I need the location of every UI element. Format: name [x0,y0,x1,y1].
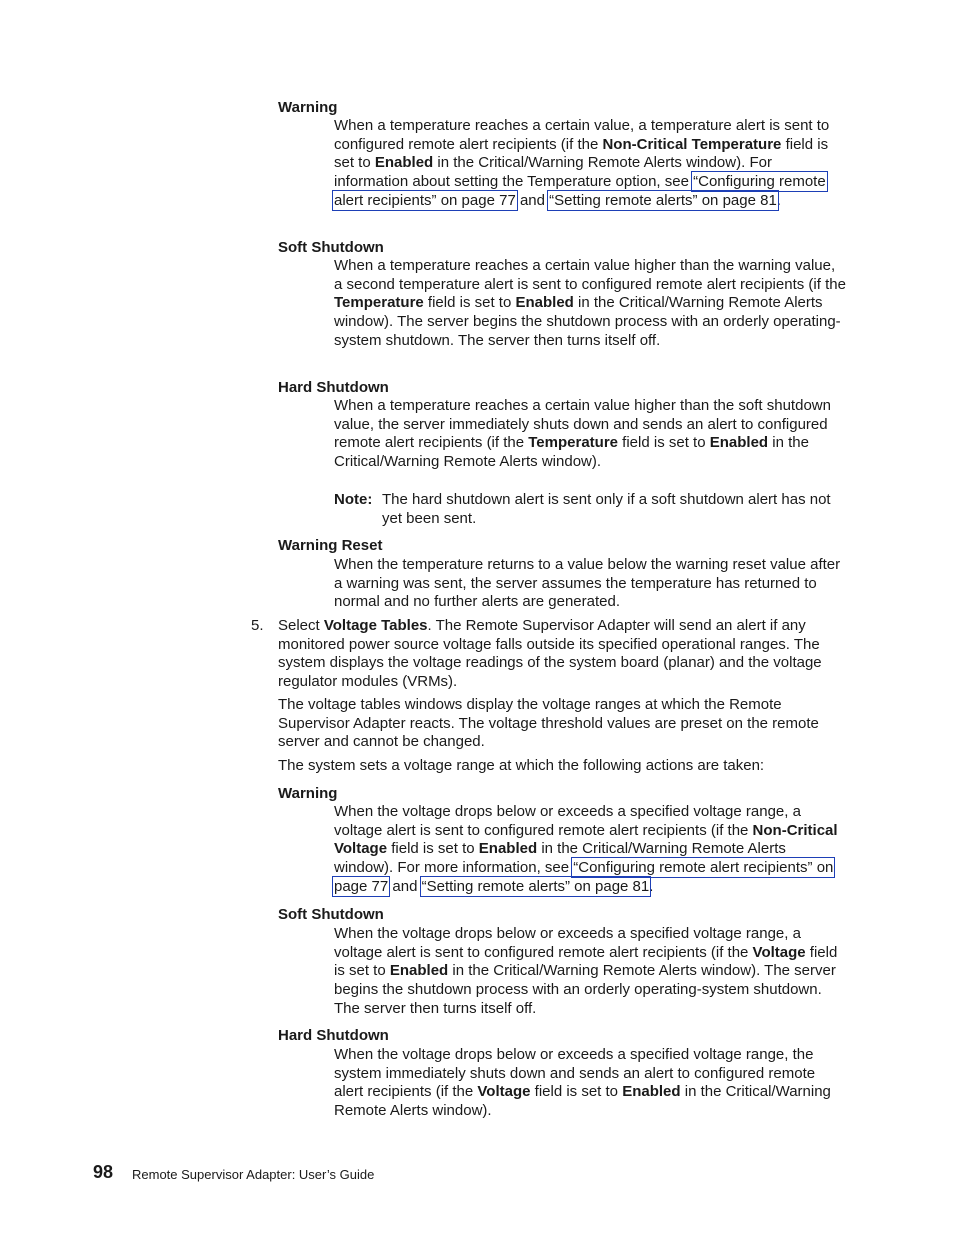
temp-warning-definition: When a temperature reaches a certain value, a temperature alert is sent to configured remote alert recipients (if the Non-Critical Temperature field is set to Enabled in the Critical/Warning Remote Alerts window). For information about setting the Temperature option, see “Configuring remote alert recipients” on page 77 and “Setting remote alerts” on page 81. [334,117,830,209]
temp-warning-term: Warning [278,99,338,116]
page-number: 98 [93,1162,114,1182]
step-number: 5. [251,617,264,634]
volt-soft-shutdown-term: Soft Shutdown [278,906,384,923]
note-text: The hard shutdown alert is sent only if a soft shutdown alert has not yet been sent. [382,491,831,527]
temp-warning-reset-definition: When the temperature returns to a value below the warning reset value after a warning was sent, the server assumes the temperature has returned to normal and no further alerts are generated. [334,556,841,611]
temp-soft-shutdown-term: Soft Shutdown [278,239,384,256]
volt-warning-term: Warning [278,785,338,802]
link-configuring-remote-alert-recipients[interactable]: “Configuring remote alert recipients” on page 77 [334,173,826,209]
link-setting-remote-alerts[interactable]: “Setting remote alerts” on page 81 [549,191,777,209]
running-footer-title: Remote Supervisor Adapter: User’s Guide [132,1167,375,1182]
volt-hard-shutdown-term: Hard Shutdown [278,1027,389,1044]
temp-hard-shutdown-term: Hard Shutdown [278,379,389,396]
link-setting-remote-alerts[interactable]: “Setting remote alerts” on page 81 [421,877,650,895]
temp-hard-shutdown-definition: When a temperature reaches a certain value higher than the soft shutdown value, the server immediately shuts down and sends an alert to configured remote alert recipients (if the Temperature field is set to Enabled in the Critical/Warning Remote Alerts window). [334,397,831,471]
note-label: Note: [334,491,373,508]
volt-warning-definition: When the voltage drops below or exceeds a specified voltage range, a voltage alert is sent to configured remote alert recipients (if the Non-Critical Voltage field is set to Enabled in the Critical/Warning Remote Alerts window). For more information, see “Configuring remote alert recipients” on page 77 and “Setting remote alerts” on page 81. [334,803,838,895]
temp-soft-shutdown-definition: When a temperature reaches a certain value higher than the warning value, a second temperature alert is sent to configured remote alert recipients (if the Temperature field is set to Enabled in the Critical/Warning Remote Alerts window). The server begins the shutdown process with an orderly operating-system shutdown. The server then turns itself off. [334,257,846,349]
temp-warning-reset-term: Warning Reset [278,537,383,554]
voltage-range-intro: The system sets a voltage range at which the following actions are taken: [278,757,765,774]
voltage-tables-paragraph: The voltage tables windows display the voltage ranges at which the Remote Supervisor Adapter reacts. The voltage threshold values are preset on the remote server and cannot be changed. [278,696,819,751]
link-configuring-remote-alert-recipients[interactable]: “Configuring remote alert recipients” on page 77 [334,859,834,895]
volt-hard-shutdown-definition: When the voltage drops below or exceeds a specified voltage range, the system immediately shuts down and sends an alert to configured remote alert recipients (if the Voltage field is set to Enabled in the Critical/Warning Remote Alerts window). [334,1046,831,1120]
step5-paragraph: Select Voltage Tables. The Remote Supervisor Adapter will send an alert if any monitored power source voltage falls outside its specified operational ranges. The system displays the voltage readings of the system board (planar) and the voltage regulator modules (VRMs). [278,617,822,691]
volt-soft-shutdown-definition: When the voltage drops below or exceeds a specified voltage range, a voltage alert is sent to configured remote alert recipients (if the Voltage field is set to Enabled in the Critical/Warning Remote Alerts window). The server begins the shutdown process with an orderly operating-system shutdown. The server then turns itself off. [334,925,838,1017]
